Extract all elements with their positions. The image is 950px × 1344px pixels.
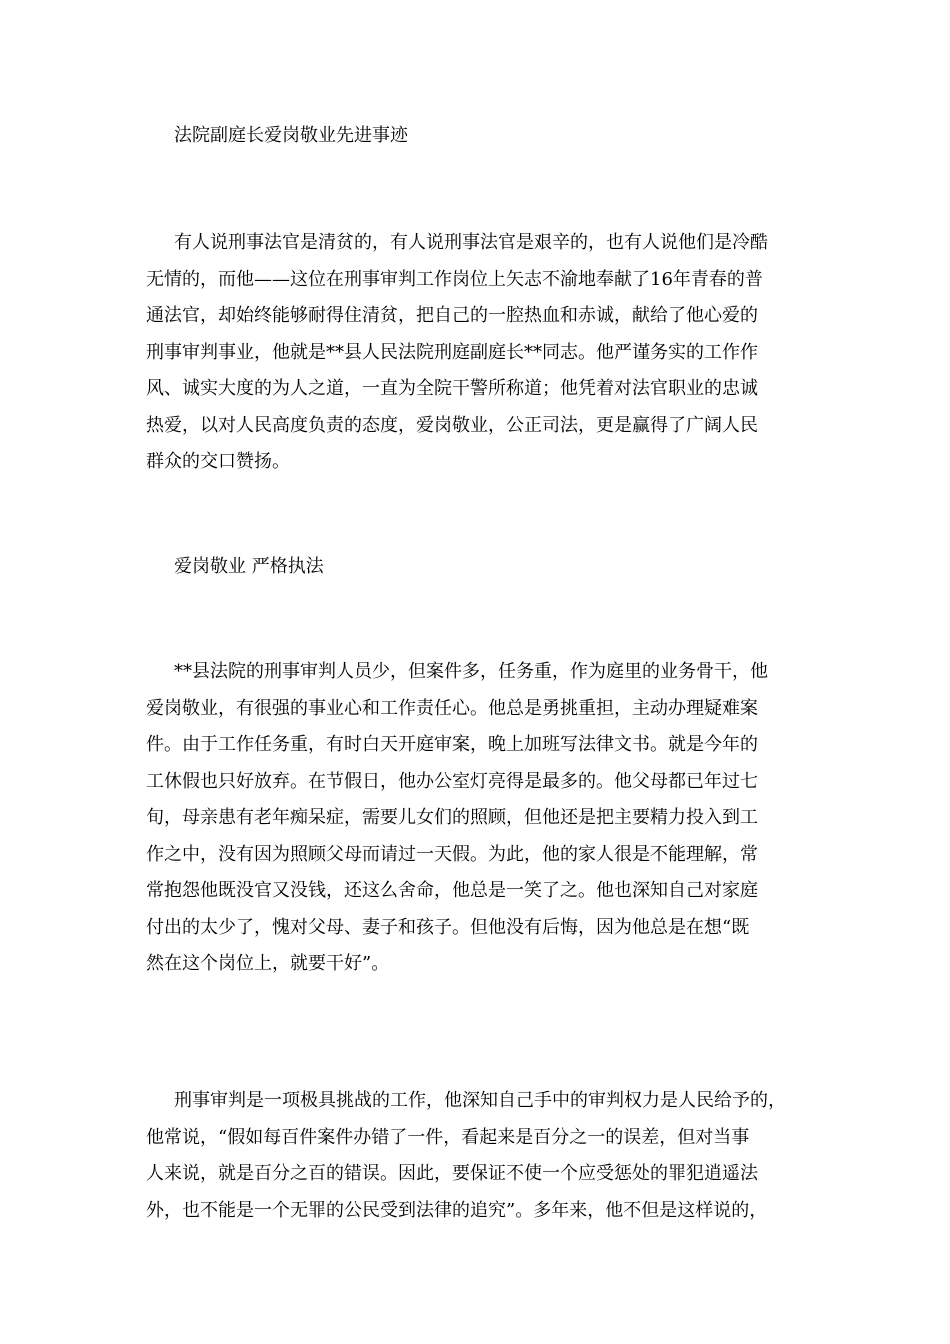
paragraph-line: 他常说，“假如每百件案件办错了一件，看起来是百分之一的误差，但对当事	[146, 1126, 750, 1148]
document-title: 法院副庭长爱岗敬业先进事迹	[174, 125, 408, 146]
paragraph-line: 旬，母亲患有老年痴呆症，需要儿女们的照顾，但他还是把主要精力投入到工	[146, 807, 758, 828]
paragraph-line: 刑事审判是一项极具挑战的工作，他深知自己手中的审判权力是人民给予的，	[174, 1090, 786, 1111]
paragraph-line: 工休假也只好放弃。在节假日，他办公室灯亮得是最多的。他父母都已年过七	[146, 770, 758, 792]
paragraph-line: 件。由于工作任务重，有时白天开庭审案，晚上加班写法律文书。就是今年的	[146, 734, 758, 755]
paragraph-line: 作之中，没有因为照顾父母而请过一天假。为此，他的家人很是不能理解，常	[146, 843, 758, 865]
paragraph-line: 有人说刑事法官是清贫的，有人说刑事法官是艰辛的，也有人说他们是冷酷	[174, 232, 768, 253]
paragraph-intro	[146, 225, 812, 481]
paragraph-line: 群众的交口赞扬。	[146, 451, 290, 472]
paragraph-line: 爱岗敬业，有很强的事业心和工作责任心。他总是勇挑重担，主动办理疑难案	[146, 697, 758, 719]
paragraph-line: 通法官，却始终能够耐得住清贫，把自己的一腔热血和赤诚，献给了他心爱的	[146, 305, 758, 326]
paragraph-line: **县法院的刑事审判人员少，但案件多，任务重，作为庭里的业务骨干，他	[174, 661, 768, 682]
paragraph-line: 然在这个岗位上，就要干好”。	[146, 953, 390, 974]
paragraph-line: 人来说，就是百分之百的错误。因此，要保证不使一个应受惩处的罪犯逍遥法	[146, 1163, 758, 1184]
paragraph-line: 付出的太少了，愧对父母、妻子和孩子。但他没有后悔，因为他总是在想“既	[146, 916, 750, 938]
paragraph-line: 刑事审判事业，他就是**县人民法院刑庭副庭长**同志。他严谨务实的工作作	[146, 341, 758, 363]
paragraph-dedication	[146, 654, 812, 983]
paragraph-line: 热爱，以对人民高度负责的态度，爱岗敬业，公正司法，更是赢得了广阔人民	[146, 414, 758, 436]
paragraph-line: 无情的，而他——这位在刑事审判工作岗位上矢志不渝地奉献了16年青春的普	[146, 268, 763, 290]
paragraph-line: 常抱怨他既没官又没钱，还这么舍命，他总是一笑了之。他也深知自己对家庭	[146, 880, 758, 901]
section-heading: 爱岗敬业 严格执法	[174, 556, 324, 577]
paragraph-justice	[146, 1083, 812, 1229]
paragraph-line: 外，也不能是一个无罪的公民受到法律的追究”。多年来，他不但是这样说的，	[146, 1199, 768, 1221]
paragraph-line: 风、诚实大度的为人之道，一直为全院干警所称道；他凭着对法官职业的忠诚	[146, 378, 758, 399]
